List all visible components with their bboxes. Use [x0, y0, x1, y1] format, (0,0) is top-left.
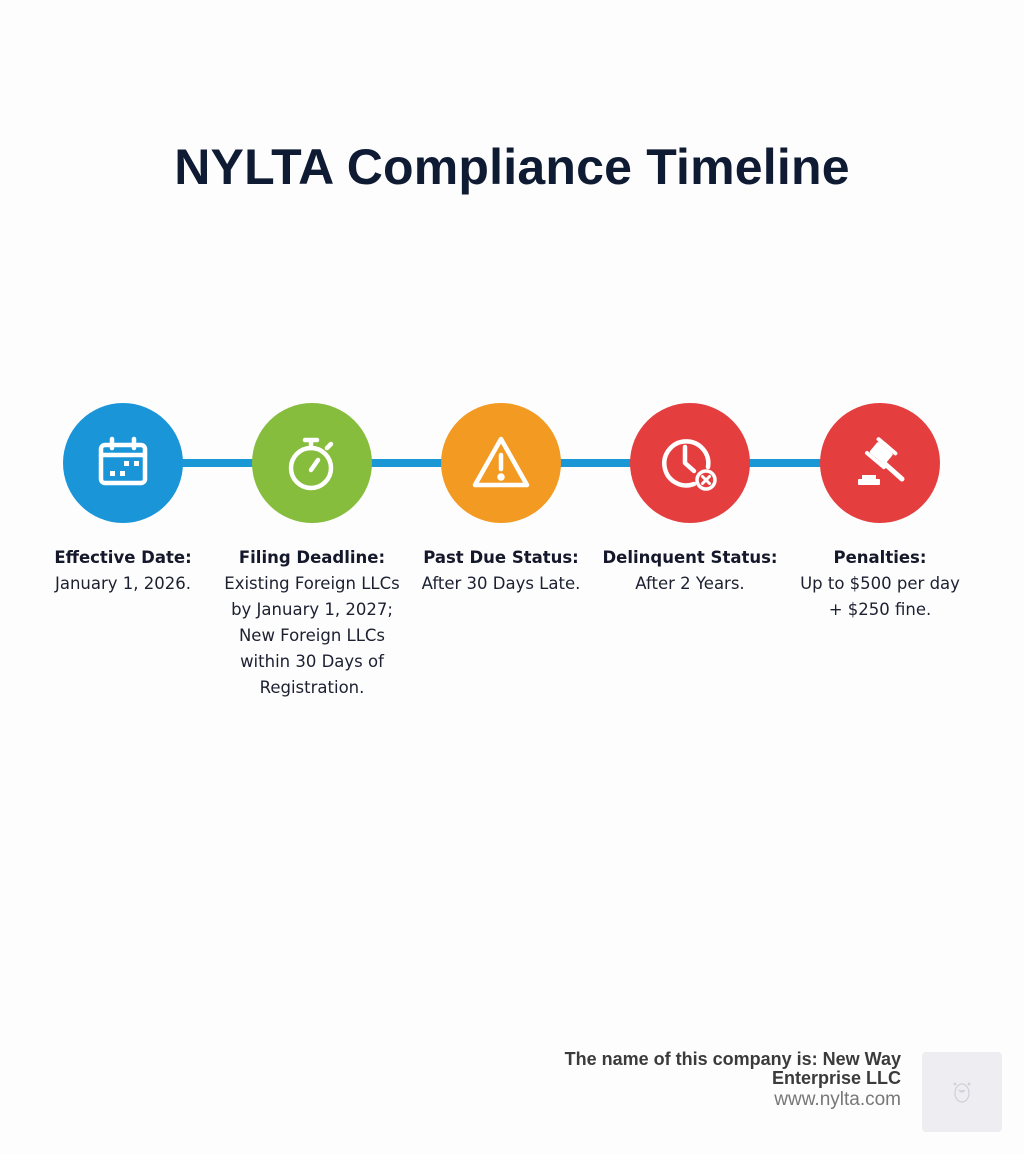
clock-cancel-icon — [658, 431, 722, 495]
calendar-icon — [91, 431, 155, 495]
step-description — [595, 571, 785, 597]
footer-credit — [541, 1050, 901, 1112]
step-description-line: After 30 Days Late. — [421, 574, 581, 593]
step-circle — [441, 403, 561, 523]
step-description-line: Up to $500 per day — [800, 574, 960, 593]
page-title: NYLTA Compliance Timeline — [174, 139, 850, 195]
step-description-line: Existing Foreign LLCs — [224, 574, 400, 593]
step-circle — [63, 403, 183, 523]
timeline-step-filing-deadline — [217, 403, 407, 701]
step-description-line: Registration. — [259, 678, 365, 697]
placeholder-logo-icon — [950, 1078, 974, 1106]
step-label: Filing Deadline: — [238, 548, 386, 567]
step-label: Penalties: — [833, 548, 927, 567]
step-label: Delinquent Status: — [602, 548, 778, 567]
gavel-icon — [848, 431, 912, 495]
timeline-step-past-due — [406, 403, 596, 597]
step-description — [28, 571, 218, 597]
step-circle — [252, 403, 372, 523]
warning-triangle-icon — [469, 431, 533, 495]
step-description-line: New Foreign LLCs — [238, 626, 386, 645]
step-circle — [820, 403, 940, 523]
timeline-step-delinquent — [595, 403, 785, 597]
step-description — [217, 571, 407, 701]
step-description-line: After 2 Years. — [635, 574, 745, 593]
company-name: The name of this company is: New Way Enterprise LLC — [564, 1049, 901, 1088]
company-logo — [922, 1052, 1002, 1132]
step-description-line: by January 1, 2027; — [231, 600, 393, 619]
website-url: www.nylta.com — [774, 1089, 901, 1110]
step-label: Effective Date: — [54, 548, 192, 567]
step-description-line: + $250 fine. — [828, 600, 932, 619]
step-label: Past Due Status: — [423, 548, 579, 567]
step-description-line: January 1, 2026. — [54, 574, 192, 593]
timeline-step-effective-date — [28, 403, 218, 597]
step-circle — [630, 403, 750, 523]
step-description — [406, 571, 596, 597]
stopwatch-icon — [280, 431, 344, 495]
step-description-line: within 30 Days of — [240, 652, 384, 671]
step-description — [785, 571, 975, 623]
timeline-step-penalties — [785, 403, 975, 623]
